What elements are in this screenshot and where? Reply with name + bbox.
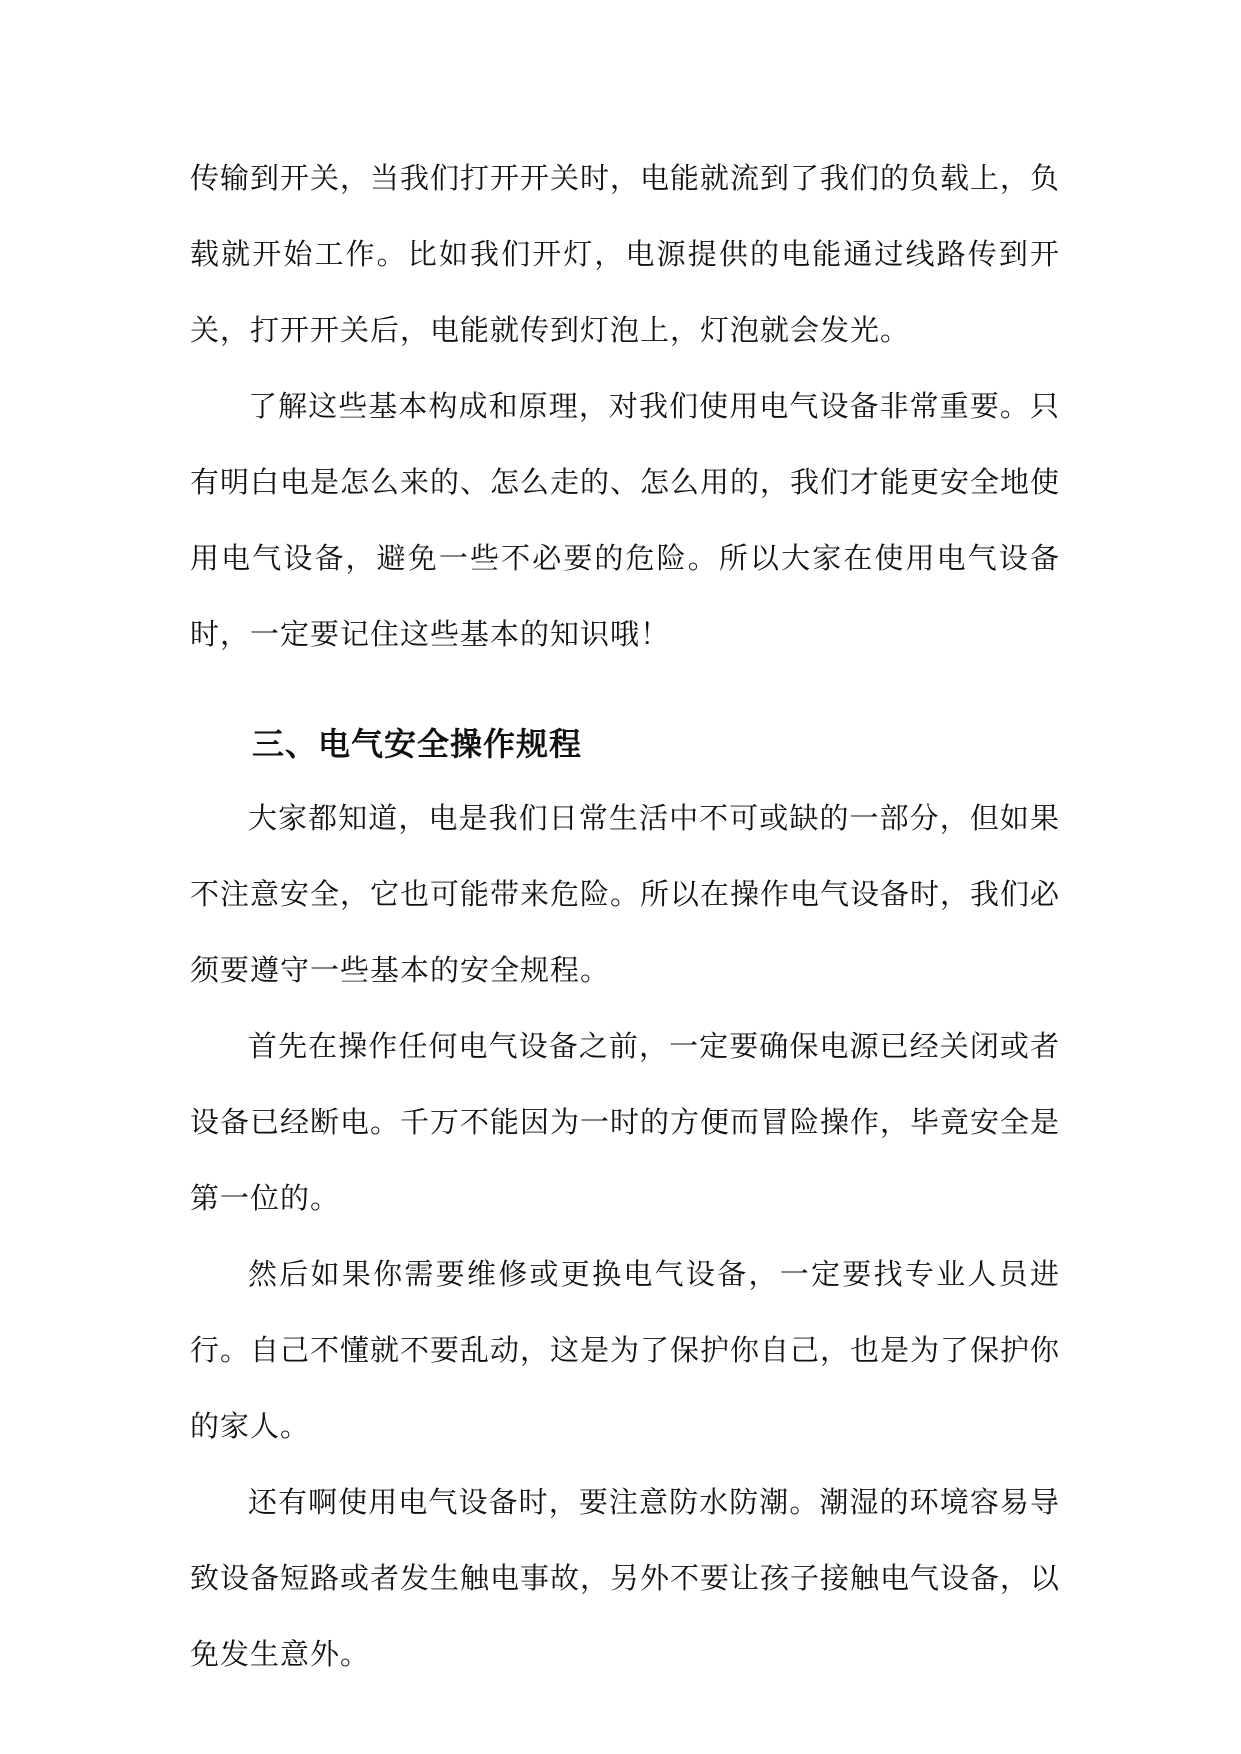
paragraph: 了解这些基本构成和原理，对我们使用电气设备非常重要。只有明白电是怎么来的、怎么走的、怎么用的，我们才能更安全地使用电气设备，避免一些不必要的危险。所以大家在使用电气设备时，一定要记住这些基本的知识哦！ xyxy=(190,389,1061,651)
paragraph: 还有啊使用电气设备时，要注意防水防潮。潮湿的环境容易导致设备短路或者发生触电事故，另外不要让孩子接触电气设备，以免发生意外。 xyxy=(190,1485,1061,1671)
paragraph-continued: 传输到开关，当我们打开开关时，电能就流到了我们的负载上，负载就开始工作。比如我们开灯，电源提供的电能通过线路传到开关，打开开关后，电能就传到灯泡上，灯泡就会发光。 xyxy=(190,161,1061,347)
paragraph: 然后如果你需要维修或更换电气设备，一定要找专业人员进行。自己不懂就不要乱动，这是为了保护你自己，也是为了保护你的家人。 xyxy=(190,1257,1061,1443)
paragraph: 首先在操作任何电气设备之前，一定要确保电源已经关闭或者设备已经断电。千万不能因为一时的方便而冒险操作，毕竟安全是第一位的。 xyxy=(190,1029,1061,1215)
document-body xyxy=(190,140,1060,1692)
paragraph: 大家都知道，电是我们日常生活中不可或缺的一部分，但如果不注意安全，它也可能带来危险。所以在操作电气设备时，我们必须要遵守一些基本的安全规程。 xyxy=(190,801,1061,987)
section-heading: 三、电气安全操作规程 xyxy=(252,725,583,763)
